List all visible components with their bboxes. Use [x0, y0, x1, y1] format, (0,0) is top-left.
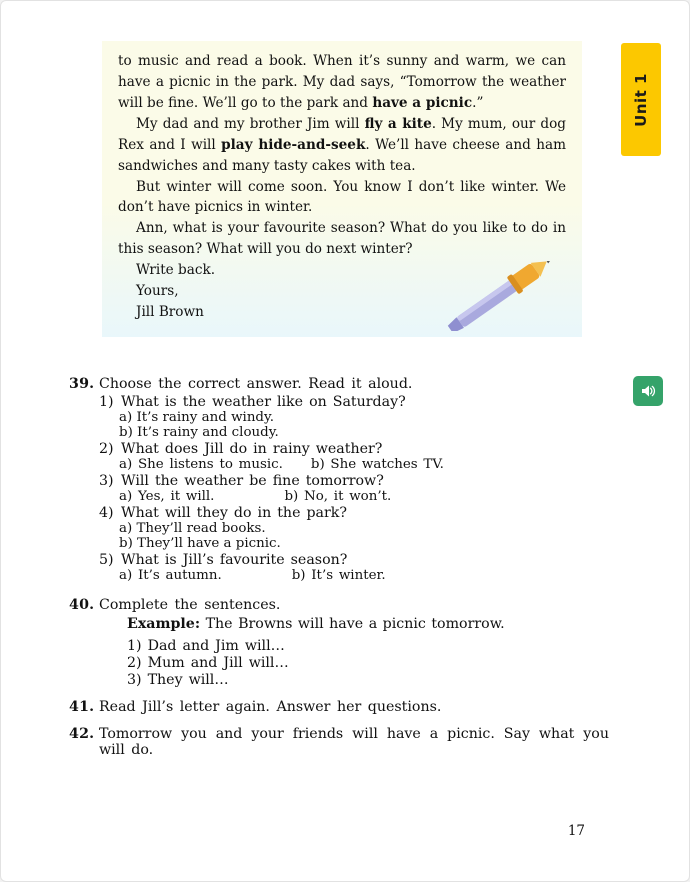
letter-paragraph — [118, 51, 566, 114]
letter-run: to music and read a book. When it’s sunny and warm, we can have a picnic in the park. My dad says, “Tomorrow the weather will be fine. We’ll go to the park and — [118, 53, 566, 111]
exercise-41 — [69, 699, 609, 715]
answer-options — [119, 568, 609, 583]
letter-paragraph — [118, 114, 566, 177]
letter-paragraph — [118, 177, 566, 219]
letter-text-box — [102, 41, 582, 337]
answer-options — [119, 489, 609, 504]
letter-run: My dad and my brother Jim will — [136, 115, 365, 132]
letter-paragraph — [118, 218, 566, 260]
question-text: Will the weather be fine tomorrow? — [121, 473, 384, 489]
answer-option[interactable]: a) Yes, it will. — [119, 489, 215, 504]
letter-run: But winter will come soon. You know I don’t like winter. We don’t have picnics in winter. — [118, 178, 566, 216]
exercise-list — [69, 376, 609, 762]
question-text: What does Jill do in rainy weather? — [121, 441, 383, 457]
letter-closing-line: Write back. — [136, 262, 216, 279]
sentence-item: 3) They will… — [127, 672, 229, 688]
answer-option[interactable]: a) It’s rainy and windy. — [119, 410, 275, 425]
exercise-40 — [69, 597, 609, 688]
letter-run: . My mum, our dog Rex and I will — [118, 115, 566, 153]
unit-tab — [621, 43, 661, 156]
answer-option[interactable]: b) No, it won’t. — [284, 489, 392, 504]
sentence-items — [127, 638, 609, 688]
letter-closing-line: Yours, — [136, 283, 179, 300]
answer-options — [119, 457, 609, 472]
letter-closing-line: Jill Brown — [136, 304, 204, 321]
letter-paragraphs — [118, 51, 566, 260]
page-number: 17 — [567, 823, 585, 839]
example-line — [127, 616, 609, 632]
exercise-number: 39. — [69, 376, 95, 392]
question-item — [99, 473, 609, 504]
sentence-item: 2) Mum and Jill will… — [127, 655, 289, 671]
exercise-number: 41. — [69, 699, 95, 715]
answer-option[interactable]: b) She watches TV. — [310, 457, 444, 472]
letter-run: .” — [472, 94, 484, 111]
example-text: The Browns will have a picnic tomorrow. — [205, 616, 505, 632]
letter-bold-phrase: fly a kite — [364, 115, 432, 132]
answer-option[interactable]: b) They’ll have a picnic. — [119, 536, 281, 551]
exercise-number: 40. — [69, 597, 95, 613]
unit-tab-label: Unit 1 — [632, 72, 650, 127]
question-text: What will they do in the park? — [121, 505, 348, 521]
answer-options — [119, 410, 609, 440]
question-text: What is Jill’s favourite season? — [121, 552, 348, 568]
exercise-title: Complete the sentences. — [99, 597, 281, 613]
answer-option[interactable]: b) It’s rainy and cloudy. — [119, 425, 279, 440]
letter-bold-phrase: play hide-and-seek — [221, 136, 366, 153]
exercise-title: Choose the correct answer. Read it aloud. — [99, 376, 413, 392]
question-item — [99, 552, 609, 583]
pen-illustration — [434, 261, 564, 331]
answer-options — [119, 521, 609, 551]
answer-option[interactable]: a) They’ll read books. — [119, 521, 266, 536]
exercise-39 — [69, 376, 609, 583]
question-label: 5) — [99, 552, 114, 568]
letter-run: . We’ll have cheese and ham sandwiches and many tasty cakes with tea. — [118, 136, 566, 174]
question-label: 1) — [99, 394, 114, 410]
question-list — [99, 394, 609, 583]
question-item — [99, 394, 609, 440]
exercise-title: Tomorrow you and your friends will have a picnic. Say what you will do. — [99, 726, 609, 758]
answer-option[interactable]: a) It’s autumn. — [119, 568, 222, 583]
question-label: 4) — [99, 505, 114, 521]
sentence-item: 1) Dad and Jim will… — [127, 638, 285, 654]
question-label: 2) — [99, 441, 114, 457]
example-label: Example: — [127, 616, 201, 632]
question-label: 3) — [99, 473, 114, 489]
question-item — [99, 441, 609, 472]
answer-option[interactable]: b) It’s winter. — [291, 568, 386, 583]
answer-option[interactable]: a) She listens to music. — [119, 457, 283, 472]
question-text: What is the weather like on Saturday? — [121, 394, 406, 410]
exercise-42 — [69, 726, 609, 758]
letter-run: Ann, what is your favourite season? What do you like to do in this season? What will you do next winter? — [118, 220, 566, 258]
exercise-number: 42. — [69, 726, 95, 742]
question-item — [99, 505, 609, 551]
audio-speaker-icon[interactable] — [633, 376, 663, 406]
letter-bold-phrase: have a picnic — [372, 94, 473, 111]
exercise-title: Read Jill’s letter again. Answer her questions. — [99, 699, 442, 715]
